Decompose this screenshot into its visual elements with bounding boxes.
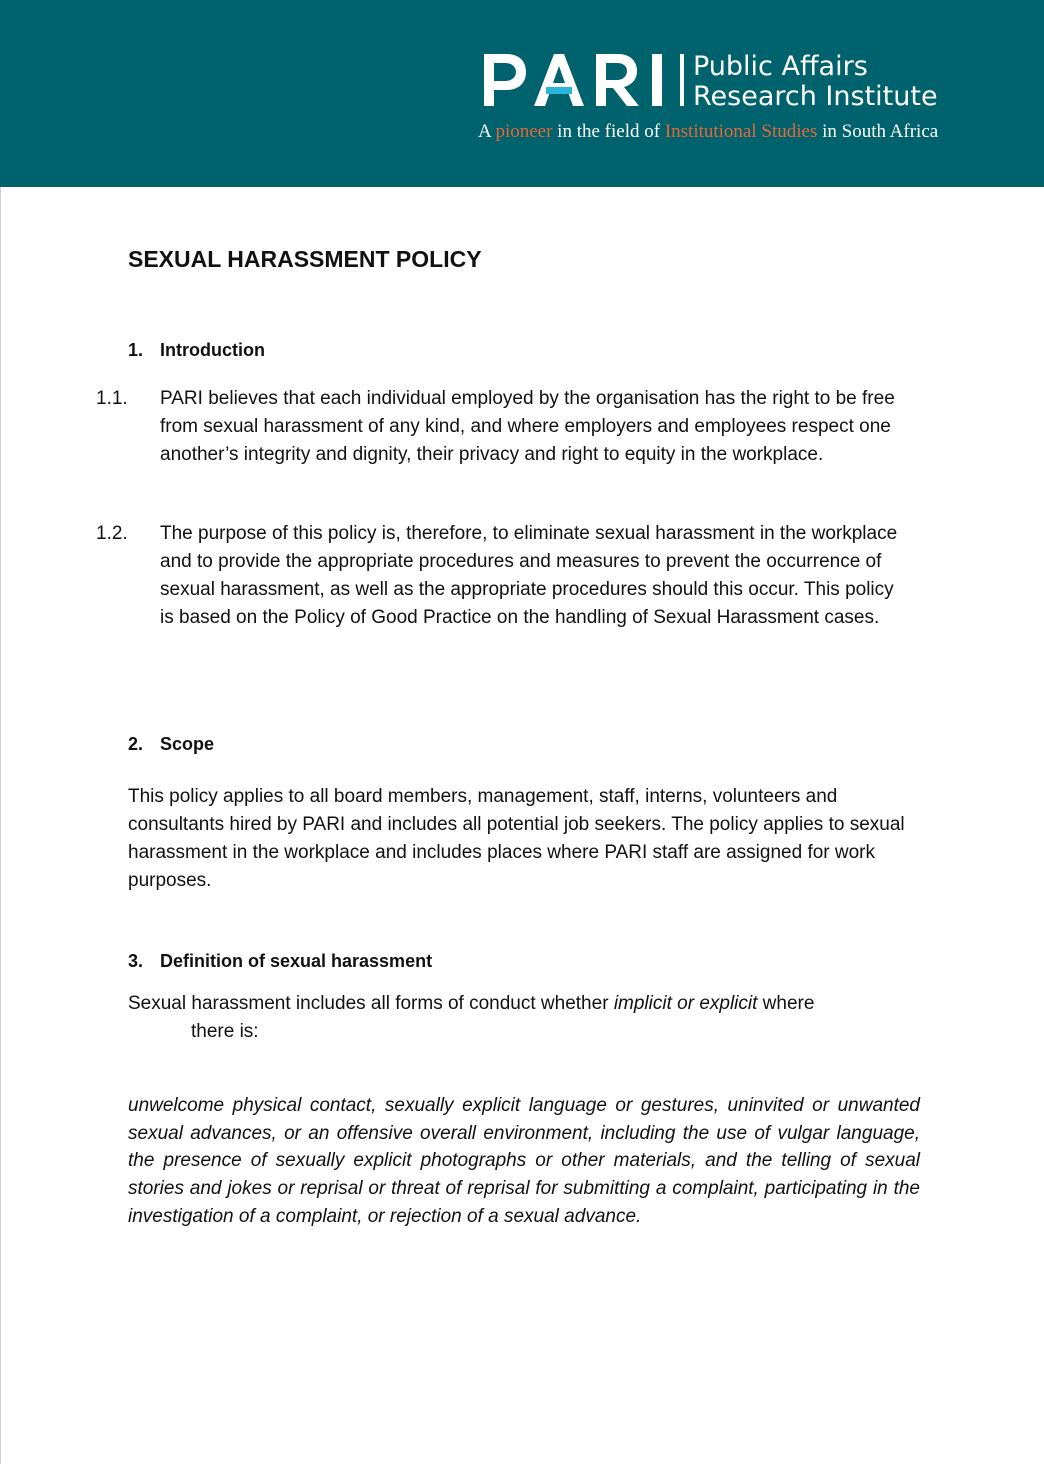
definition-intro-line2: there is: (191, 1021, 259, 1042)
document-title: SEXUAL HARASSMENT POLICY (128, 246, 482, 272)
tagline-accent-institutional-studies: Institutional Studies (664, 121, 818, 142)
tagline-part3: in South Africa (817, 121, 939, 142)
section-heading-definition (128, 951, 432, 972)
section-number: 3. (128, 951, 144, 971)
paragraph-text: PARI believes that each individual employed by the organisation has the right to be free from sexual harassment of any kind, and where employers and employees respect one another’s integrity and dignity, their privacy and right to equity in the workplace. (160, 388, 895, 465)
header-band (0, 0, 1044, 187)
tagline-part2: in the field of (552, 121, 665, 142)
paragraph-1-2 (96, 520, 926, 632)
org-name-line2: Research Institute (693, 81, 938, 112)
definition-intro-end: where (757, 993, 815, 1014)
paragraph-number: 1.2. (96, 523, 128, 544)
paragraph-1-1 (96, 385, 926, 469)
section-title: Definition of sexual harassment (160, 951, 433, 971)
org-name-line1: Public Affairs (693, 51, 868, 82)
paragraph-number: 1.1. (96, 388, 128, 409)
definition-paragraph: unwelcome physical contact, sexually explicit language or gestures, uninvited or unwanted sexual advances, or an offensive overall environment, including the use of vulgar language, the presence of sexually explicit photographs or other materials, and the telling of sexual stories and jokes or reprisal or threat of reprisal for submitting a complaint, participating in the investigation of a complaint, or rejection of a sexual advance. (128, 1095, 920, 1227)
section-heading-scope (128, 734, 214, 755)
section-title: Scope (160, 734, 215, 754)
section-number: 1. (128, 340, 144, 360)
tagline-part1: A (478, 121, 496, 142)
section-heading-introduction (128, 340, 265, 361)
definition-intro (128, 990, 814, 1018)
tagline (478, 121, 938, 143)
paragraph-text: The purpose of this policy is, therefore, to eliminate sexual harassment in the workplace and to provide the appropriate procedures and measures to prevent the occurrence of sexual harassment, as well as the appropriate procedures should this occur. This policy is based on the Policy of Good Practice on the handling of Sexual Harassment cases. (160, 523, 898, 628)
section-number: 2. (128, 734, 144, 754)
scope-paragraph: This policy applies to all board members, management, staff, interns, volunteers and consultants hired by PARI and includes all potential job seekers. The policy applies to sexual harassment in the workplace and includes places where PARI staff are assigned for work purposes. (128, 786, 905, 891)
pari-logo (480, 50, 690, 110)
tagline-accent-pioneer: pioneer (495, 121, 553, 142)
definition-intro-italic: implicit or explicit (613, 993, 758, 1014)
definition-intro-start: Sexual harassment includes all forms of conduct whether (128, 993, 614, 1014)
section-title: Introduction (160, 340, 265, 360)
